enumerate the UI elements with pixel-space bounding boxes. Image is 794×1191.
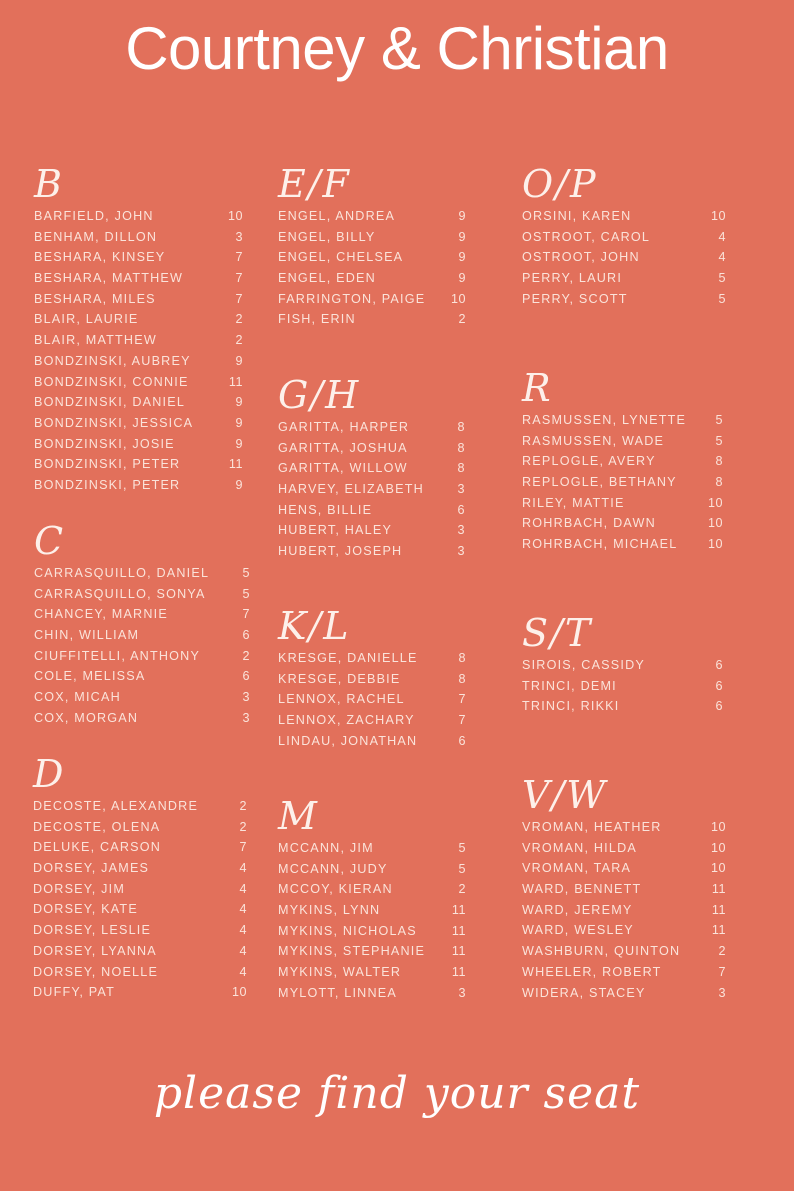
guest-name: BLAIR, LAURIE bbox=[34, 312, 139, 327]
guest-row bbox=[34, 413, 243, 434]
guest-row bbox=[278, 247, 466, 268]
table-number: 5 bbox=[718, 271, 726, 286]
table-number: 9 bbox=[235, 395, 243, 410]
guest-name: COLE, MELISSA bbox=[34, 669, 146, 684]
table-number: 7 bbox=[235, 291, 243, 306]
table-number: 4 bbox=[239, 861, 247, 876]
guest-name: ORSINI, KAREN bbox=[522, 209, 632, 223]
guest-name: KRESGE, DEBBIE bbox=[278, 671, 401, 686]
guest-name: GARITTA, HARPER bbox=[278, 420, 410, 434]
guest-row bbox=[278, 309, 466, 330]
guest-name: BONDZINSKI, JESSICA bbox=[34, 415, 194, 430]
guest-name: DORSEY, NOELLE bbox=[33, 964, 159, 979]
table-number: 10 bbox=[707, 495, 723, 510]
guest-row bbox=[34, 309, 243, 330]
guest-name: MYKINS, LYNN bbox=[278, 903, 381, 918]
table-number: 8 bbox=[457, 440, 465, 455]
section-letter-heading: V/W bbox=[522, 773, 608, 817]
guest-row bbox=[34, 289, 243, 310]
guest-name: RASMUSSEN, LYNETTE bbox=[522, 413, 687, 427]
guest-name: BONDZINSKI, PETER bbox=[34, 477, 181, 492]
table-number: 11 bbox=[711, 923, 726, 938]
table-number: 2 bbox=[718, 944, 726, 959]
table-number: 9 bbox=[235, 415, 243, 430]
table-number: 5 bbox=[242, 566, 250, 580]
table-number: 6 bbox=[458, 733, 466, 748]
guest-name: REPLOGLE, BETHANY bbox=[522, 475, 677, 490]
table-number: 5 bbox=[242, 586, 250, 601]
guest-name: BESHARA, KINSEY bbox=[34, 250, 166, 265]
section-v-w bbox=[522, 773, 726, 1003]
section-letter-heading: D bbox=[33, 752, 66, 796]
guest-name: WARD, BENNETT bbox=[522, 882, 642, 897]
guest-row bbox=[522, 268, 726, 289]
section-r bbox=[522, 366, 723, 555]
guest-name: WARD, WESLEY bbox=[522, 923, 634, 938]
table-number: 9 bbox=[235, 477, 243, 492]
table-number: 4 bbox=[239, 881, 247, 896]
table-number: 8 bbox=[457, 420, 465, 434]
guest-row bbox=[522, 431, 723, 452]
table-number: 4 bbox=[239, 923, 247, 938]
guest-name: MCCOY, KIERAN bbox=[278, 882, 393, 897]
table-number: 7 bbox=[235, 250, 243, 265]
guest-name: MYKINS, STEPHANIE bbox=[278, 944, 426, 959]
table-number: 9 bbox=[458, 229, 466, 244]
guest-row bbox=[34, 372, 243, 393]
table-number: 11 bbox=[451, 965, 466, 980]
guest-name: CARRASQUILLO, DANIEL bbox=[34, 566, 210, 580]
guest-row bbox=[33, 920, 247, 941]
guest-name: ENGEL, EDEN bbox=[278, 271, 376, 286]
guest-row bbox=[34, 666, 250, 687]
guest-row bbox=[34, 563, 250, 584]
guest-name: ENGEL, BILLY bbox=[278, 229, 376, 244]
section-letter-heading: O/P bbox=[522, 162, 598, 206]
guest-row bbox=[522, 493, 723, 514]
guest-row bbox=[33, 982, 247, 1003]
guest-row bbox=[278, 921, 466, 942]
guest-row bbox=[522, 247, 726, 268]
guest-row bbox=[278, 438, 465, 459]
table-number: 10 bbox=[231, 985, 247, 1000]
guest-row bbox=[34, 604, 250, 625]
guest-row bbox=[522, 983, 726, 1004]
table-number: 7 bbox=[718, 964, 726, 979]
guest-row bbox=[34, 434, 243, 455]
table-number: 2 bbox=[239, 819, 247, 834]
table-number: 4 bbox=[239, 943, 247, 958]
section-o-p bbox=[522, 162, 726, 309]
guest-name: DORSEY, JIM bbox=[33, 881, 126, 896]
guest-name: BESHARA, MATTHEW bbox=[34, 271, 184, 286]
guest-row bbox=[34, 687, 250, 708]
guest-name: ENGEL, CHELSEA bbox=[278, 250, 404, 265]
table-number: 10 bbox=[710, 840, 726, 855]
guest-name: BENHAM, DILLON bbox=[34, 229, 158, 244]
table-number: 6 bbox=[715, 678, 723, 693]
section-letter-heading: R bbox=[522, 366, 553, 410]
section-letter-heading: C bbox=[34, 519, 66, 563]
guest-name: MYKINS, WALTER bbox=[278, 965, 402, 980]
guest-name: MYKINS, NICHOLAS bbox=[278, 923, 417, 938]
guest-name: PERRY, SCOTT bbox=[522, 291, 628, 306]
section-letter-heading: G/H bbox=[278, 373, 361, 417]
guest-name: DECOSTE, ALEXANDRE bbox=[33, 799, 199, 813]
guest-name: RILEY, MATTIE bbox=[522, 495, 625, 510]
find-your-seat-footer: please find your seat bbox=[153, 1068, 641, 1119]
table-number: 6 bbox=[715, 658, 723, 672]
guest-name: REPLOGLE, AVERY bbox=[522, 454, 656, 469]
guest-name: BONDZINSKI, PETER bbox=[34, 457, 181, 472]
table-number: 8 bbox=[715, 454, 723, 469]
guest-name: BONDZINSKI, JOSIE bbox=[34, 436, 175, 451]
table-number: 9 bbox=[458, 271, 466, 286]
table-number: 8 bbox=[458, 671, 466, 686]
guest-row bbox=[278, 879, 466, 900]
section-letter-heading: K/L bbox=[278, 604, 351, 648]
guest-row bbox=[34, 206, 243, 227]
guest-row bbox=[33, 858, 247, 879]
table-number: 3 bbox=[242, 690, 250, 705]
table-number: 11 bbox=[711, 902, 726, 917]
guest-row bbox=[33, 879, 247, 900]
guest-name: DUFFY, PAT bbox=[33, 985, 115, 1000]
section-g-h bbox=[278, 373, 465, 562]
section-e-f bbox=[278, 162, 466, 330]
guest-row bbox=[34, 351, 243, 372]
guest-name: HUBERT, JOSEPH bbox=[278, 544, 403, 559]
table-number: 3 bbox=[457, 544, 465, 559]
table-number: 10 bbox=[710, 209, 726, 223]
table-number: 11 bbox=[711, 882, 726, 897]
guest-name: TRINCI, RIKKI bbox=[522, 699, 620, 714]
guest-row bbox=[278, 520, 465, 541]
guest-name: MCCANN, JIM bbox=[278, 841, 374, 855]
guest-row bbox=[522, 858, 726, 879]
table-number: 6 bbox=[242, 628, 250, 643]
guest-row bbox=[522, 289, 726, 310]
table-number: 5 bbox=[715, 413, 723, 427]
guest-row bbox=[34, 247, 243, 268]
table-number: 9 bbox=[235, 436, 243, 451]
guest-name: WIDERA, STACEY bbox=[522, 985, 646, 1000]
guest-row bbox=[33, 796, 247, 817]
guest-row bbox=[33, 941, 247, 962]
guest-name: FARRINGTON, PAIGE bbox=[278, 291, 426, 306]
guest-name: ENGEL, ANDREA bbox=[278, 209, 396, 223]
guest-name: BONDZINSKI, DANIEL bbox=[34, 395, 186, 410]
table-number: 11 bbox=[451, 944, 466, 959]
guest-row bbox=[34, 454, 243, 475]
guest-row bbox=[33, 817, 247, 838]
guest-name: DECOSTE, OLENA bbox=[33, 819, 161, 834]
table-number: 5 bbox=[458, 841, 466, 855]
section-b bbox=[34, 162, 243, 496]
section-d bbox=[33, 752, 247, 1003]
table-number: 5 bbox=[458, 861, 466, 876]
guest-row bbox=[278, 983, 466, 1004]
guest-row bbox=[278, 962, 466, 983]
guest-row bbox=[278, 689, 466, 710]
guest-name: DORSEY, LESLIE bbox=[33, 923, 152, 938]
section-letter-heading: M bbox=[278, 794, 319, 838]
table-number: 5 bbox=[718, 291, 726, 306]
guest-row bbox=[522, 676, 723, 697]
guest-row bbox=[522, 900, 726, 921]
table-number: 3 bbox=[458, 985, 466, 1000]
table-number: 7 bbox=[239, 840, 247, 855]
guest-row bbox=[278, 500, 465, 521]
guest-row bbox=[522, 817, 726, 838]
section-s-t bbox=[522, 611, 723, 717]
guest-name: WASHBURN, QUINTON bbox=[522, 944, 681, 959]
guest-name: OSTROOT, CAROL bbox=[522, 229, 651, 244]
couple-names-title: Courtney & Christian bbox=[125, 15, 669, 82]
guest-row bbox=[34, 330, 243, 351]
table-number: 7 bbox=[242, 607, 250, 622]
guest-name: PERRY, LAURI bbox=[522, 271, 623, 286]
guest-name: CARRASQUILLO, SONYA bbox=[34, 586, 206, 601]
guest-name: ROHRBACH, DAWN bbox=[522, 516, 656, 531]
table-number: 10 bbox=[707, 537, 723, 552]
guest-name: COX, MICAH bbox=[34, 690, 121, 705]
guest-name: KRESGE, DANIELLE bbox=[278, 651, 418, 665]
guest-row bbox=[522, 920, 726, 941]
section-letter-heading: B bbox=[34, 162, 64, 206]
table-number: 9 bbox=[235, 353, 243, 368]
guest-name: BESHARA, MILES bbox=[34, 291, 156, 306]
guest-name: OSTROOT, JOHN bbox=[522, 250, 640, 265]
guest-name: SIROIS, CASSIDY bbox=[522, 658, 645, 672]
guest-row bbox=[278, 206, 466, 227]
guest-row bbox=[522, 962, 726, 983]
table-number: 9 bbox=[458, 250, 466, 265]
guest-name: DELUKE, CARSON bbox=[33, 840, 162, 855]
guest-name: MYLOTT, LINNEA bbox=[278, 985, 397, 1000]
section-c bbox=[34, 519, 250, 729]
table-number: 9 bbox=[458, 209, 466, 223]
table-number: 11 bbox=[228, 457, 243, 472]
table-number: 4 bbox=[718, 229, 726, 244]
guest-row bbox=[34, 708, 250, 729]
section-letter-heading: S/T bbox=[522, 611, 593, 655]
guest-name: HUBERT, HALEY bbox=[278, 523, 393, 538]
table-number: 7 bbox=[458, 692, 466, 707]
table-number: 11 bbox=[451, 903, 466, 918]
guest-name: BARFIELD, JOHN bbox=[34, 209, 154, 223]
table-number: 10 bbox=[710, 820, 726, 834]
table-number: 7 bbox=[458, 713, 466, 728]
guest-row bbox=[278, 838, 466, 859]
guest-row bbox=[278, 458, 465, 479]
guest-row bbox=[522, 513, 723, 534]
guest-row bbox=[34, 475, 243, 496]
guest-row bbox=[278, 227, 466, 248]
guest-row bbox=[278, 417, 465, 438]
table-number: 10 bbox=[707, 516, 723, 531]
guest-name: FISH, ERIN bbox=[278, 312, 356, 327]
guest-row bbox=[278, 859, 466, 880]
table-number: 11 bbox=[228, 374, 243, 389]
guest-row bbox=[522, 879, 726, 900]
guest-name: BONDZINSKI, CONNIE bbox=[34, 374, 189, 389]
guest-row bbox=[522, 451, 723, 472]
guest-name: BONDZINSKI, AUBREY bbox=[34, 353, 191, 368]
table-number: 6 bbox=[242, 669, 250, 684]
table-number: 3 bbox=[718, 985, 726, 1000]
guest-name: GARITTA, JOSHUA bbox=[278, 440, 408, 455]
section-letter-heading: E/F bbox=[278, 162, 351, 206]
guest-row bbox=[522, 655, 723, 676]
table-number: 11 bbox=[451, 923, 466, 938]
section-k-l bbox=[278, 604, 466, 751]
guest-row bbox=[522, 941, 726, 962]
guest-name: LENNOX, ZACHARY bbox=[278, 713, 415, 728]
table-number: 2 bbox=[458, 312, 466, 327]
table-number: 3 bbox=[457, 523, 465, 538]
guest-name: CIUFFITELLI, ANTHONY bbox=[34, 648, 201, 663]
guest-name: LENNOX, RACHEL bbox=[278, 692, 405, 707]
table-number: 4 bbox=[239, 902, 247, 917]
guest-name: LINDAU, JONATHAN bbox=[278, 733, 418, 748]
guest-name: VROMAN, HILDA bbox=[522, 840, 637, 855]
guest-name: VROMAN, HEATHER bbox=[522, 820, 662, 834]
table-number: 8 bbox=[458, 651, 466, 665]
guest-row bbox=[278, 710, 466, 731]
table-number: 3 bbox=[235, 229, 243, 244]
guest-name: DORSEY, JAMES bbox=[33, 861, 150, 876]
guest-row bbox=[34, 227, 243, 248]
guest-name: ROHRBACH, MICHAEL bbox=[522, 537, 678, 552]
guest-row bbox=[522, 696, 723, 717]
table-number: 5 bbox=[715, 433, 723, 448]
table-number: 4 bbox=[718, 250, 726, 265]
guest-row bbox=[522, 206, 726, 227]
guest-name: MCCANN, JUDY bbox=[278, 861, 388, 876]
guest-name: TRINCI, DEMI bbox=[522, 678, 617, 693]
guest-row bbox=[278, 479, 465, 500]
guest-row bbox=[278, 648, 466, 669]
table-number: 6 bbox=[457, 502, 465, 517]
guest-row bbox=[278, 289, 466, 310]
guest-name: HENS, BILLIE bbox=[278, 502, 373, 517]
guest-row bbox=[34, 584, 250, 605]
guest-row bbox=[522, 410, 723, 431]
guest-row bbox=[34, 625, 250, 646]
table-number: 10 bbox=[227, 209, 243, 223]
table-number: 2 bbox=[235, 333, 243, 348]
table-number: 2 bbox=[458, 882, 466, 897]
guest-row bbox=[522, 227, 726, 248]
table-number: 2 bbox=[239, 799, 247, 813]
table-number: 7 bbox=[235, 271, 243, 286]
section-m bbox=[278, 794, 466, 1004]
table-number: 10 bbox=[450, 291, 466, 306]
table-number: 2 bbox=[235, 312, 243, 327]
guest-row bbox=[278, 268, 466, 289]
guest-name: HARVEY, ELIZABETH bbox=[278, 482, 424, 497]
guest-row bbox=[278, 941, 466, 962]
guest-name: RASMUSSEN, WADE bbox=[522, 433, 665, 448]
guest-name: DORSEY, KATE bbox=[33, 902, 138, 917]
guest-name: WARD, JEREMY bbox=[522, 902, 633, 917]
table-number: 2 bbox=[242, 648, 250, 663]
guest-row bbox=[33, 962, 247, 983]
table-number: 3 bbox=[457, 482, 465, 497]
table-number: 8 bbox=[457, 461, 465, 476]
table-number: 4 bbox=[239, 964, 247, 979]
guest-name: GARITTA, WILLOW bbox=[278, 461, 408, 476]
guest-row bbox=[34, 268, 243, 289]
table-number: 6 bbox=[715, 699, 723, 714]
table-number: 3 bbox=[242, 710, 250, 725]
guest-name: DORSEY, LYANNA bbox=[33, 943, 157, 958]
guest-name: WHEELER, ROBERT bbox=[522, 964, 662, 979]
guest-row bbox=[522, 472, 723, 493]
guest-name: CHIN, WILLIAM bbox=[34, 628, 140, 643]
guest-name: VROMAN, TARA bbox=[522, 861, 632, 876]
guest-row bbox=[522, 838, 726, 859]
table-number: 10 bbox=[710, 861, 726, 876]
guest-row bbox=[34, 646, 250, 667]
guest-name: BLAIR, MATTHEW bbox=[34, 333, 157, 348]
guest-row bbox=[33, 899, 247, 920]
guest-row bbox=[278, 731, 466, 752]
guest-row bbox=[278, 669, 466, 690]
guest-name: COX, MORGAN bbox=[34, 710, 139, 725]
guest-row bbox=[278, 541, 465, 562]
guest-row bbox=[33, 837, 247, 858]
guest-name: CHANCEY, MARNIE bbox=[34, 607, 168, 622]
guest-row bbox=[522, 534, 723, 555]
guest-row bbox=[278, 900, 466, 921]
guest-row bbox=[34, 392, 243, 413]
table-number: 8 bbox=[715, 475, 723, 490]
